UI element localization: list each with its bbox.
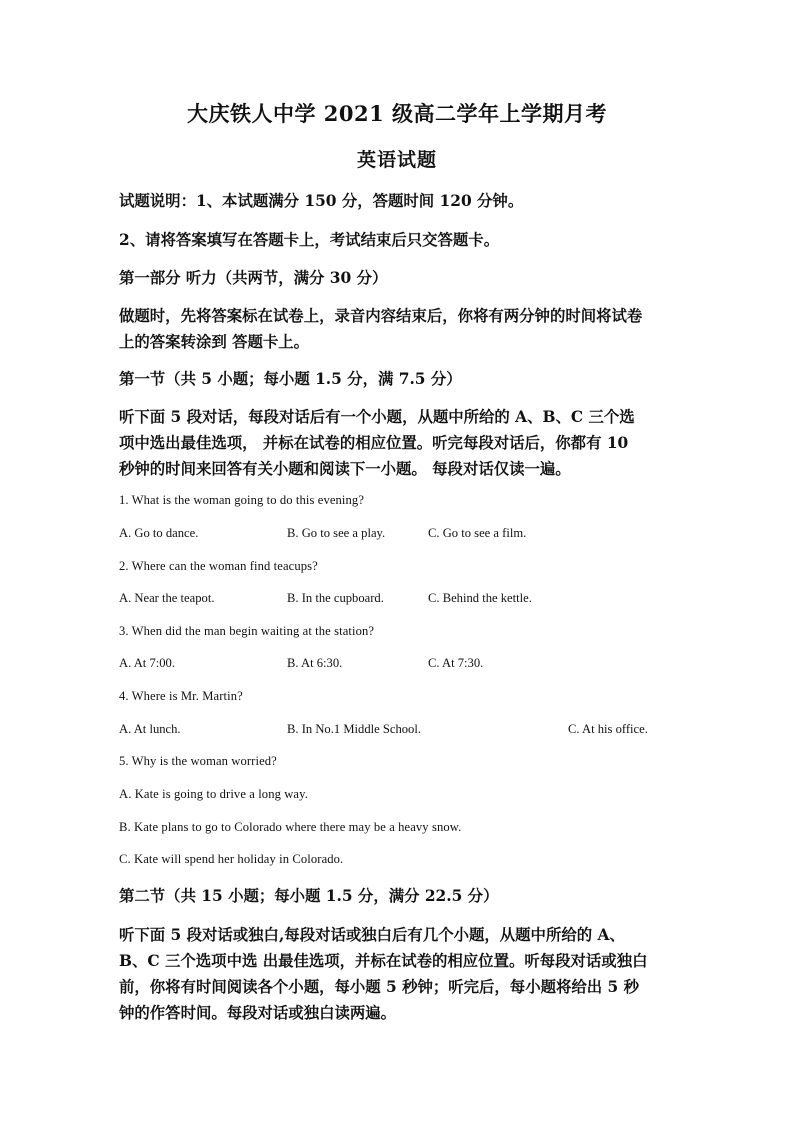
instructions-line-2: 2、请将答案填写在答题卡上，考试结束后只交答题卡。 — [119, 231, 500, 249]
question-2-option-c: C. Behind the kettle. — [428, 591, 532, 605]
question-1-option-c: C. Go to see a film. — [428, 526, 527, 540]
section1-heading: 第一节（共 5 小题；每小题 1.5 分，满 7.5 分） — [119, 370, 462, 388]
instructions-line-1: 试题说明：1、本试题满分 150 分，答题时间 120 分钟。 — [119, 192, 524, 210]
question-1-option-b: B. Go to see a play. — [287, 526, 386, 540]
section2-description-line: 前，你将有时间阅读各个小题，每小题 5 秒钟；听完后，每小题将给出 5 秒 — [119, 978, 639, 996]
page-title: 大庆铁人中学 2021 级高二学年上学期月考 — [186, 101, 608, 126]
part1-description — [119, 303, 679, 355]
section2-description-line: 钟的作答时间。每段对话或独白读两遍。 — [119, 1004, 397, 1022]
question-5: 5. Why is the woman worried? — [119, 754, 277, 768]
part1-description-line: 上的答案转涂到 答题卡上。 — [119, 333, 310, 351]
part1-heading: 第一部分 听力（共两节，满分 30 分） — [119, 269, 388, 287]
section2-heading: 第二节（共 15 小题；每小题 1.5 分，满分 22.5 分） — [119, 887, 499, 905]
question-3-option-b: B. At 6:30. — [287, 656, 343, 670]
question-3-option-c: C. At 7:30. — [428, 656, 484, 670]
section2-description-line: B、C 三个选项中选 出最佳选项，并标在试卷的相应位置。听每段对话或独白 — [119, 952, 648, 970]
section1-description-line: 秒钟的时间来回答有关小题和阅读下一小题。 每段对话仅读一遍。 — [119, 460, 571, 478]
question-3: 3. When did the man begin waiting at the station? — [119, 624, 375, 638]
page-subtitle: 英语试题 — [356, 149, 437, 171]
question-5-option-c: C. Kate will spend her holiday in Colorado. — [119, 852, 344, 866]
part1-description-line: 做题时，先将答案标在试卷上，录音内容结束后，你将有两分钟的时间将试卷 — [119, 307, 643, 325]
question-4-option-a: A. At lunch. — [119, 722, 181, 736]
question-3-option-a: A. At 7:00. — [119, 656, 175, 670]
question-4-option-c: C. At his office. — [568, 722, 648, 736]
section1-description — [119, 404, 679, 482]
question-2: 2. Where can the woman find teacups? — [119, 559, 318, 573]
question-1: 1. What is the woman going to do this evening? — [119, 493, 365, 507]
section2-description — [119, 922, 679, 1026]
question-2-option-b: B. In the cupboard. — [287, 591, 384, 605]
question-5-option-b: B. Kate plans to go to Colorado where there may be a heavy snow. — [119, 820, 462, 834]
question-5-option-a: A. Kate is going to drive a long way. — [119, 787, 308, 801]
section1-description-line: 项中选出最佳选项， 并标在试卷的相应位置。听完每段对话后，你都有 10 — [119, 434, 629, 452]
question-4-option-b: B. In No.1 Middle School. — [287, 722, 421, 736]
section1-description-line: 听下面 5 段对话，每段对话后有一个小题，从题中所给的 A、B、C 三个选 — [119, 408, 635, 426]
question-4: 4. Where is Mr. Martin? — [119, 689, 243, 703]
question-2-option-a: A. Near the teapot. — [119, 591, 215, 605]
question-1-option-a: A. Go to dance. — [119, 526, 199, 540]
section2-description-line: 听下面 5 段对话或独白,每段对话或独白后有几个小题，从题中所给的 A、 — [119, 926, 625, 944]
